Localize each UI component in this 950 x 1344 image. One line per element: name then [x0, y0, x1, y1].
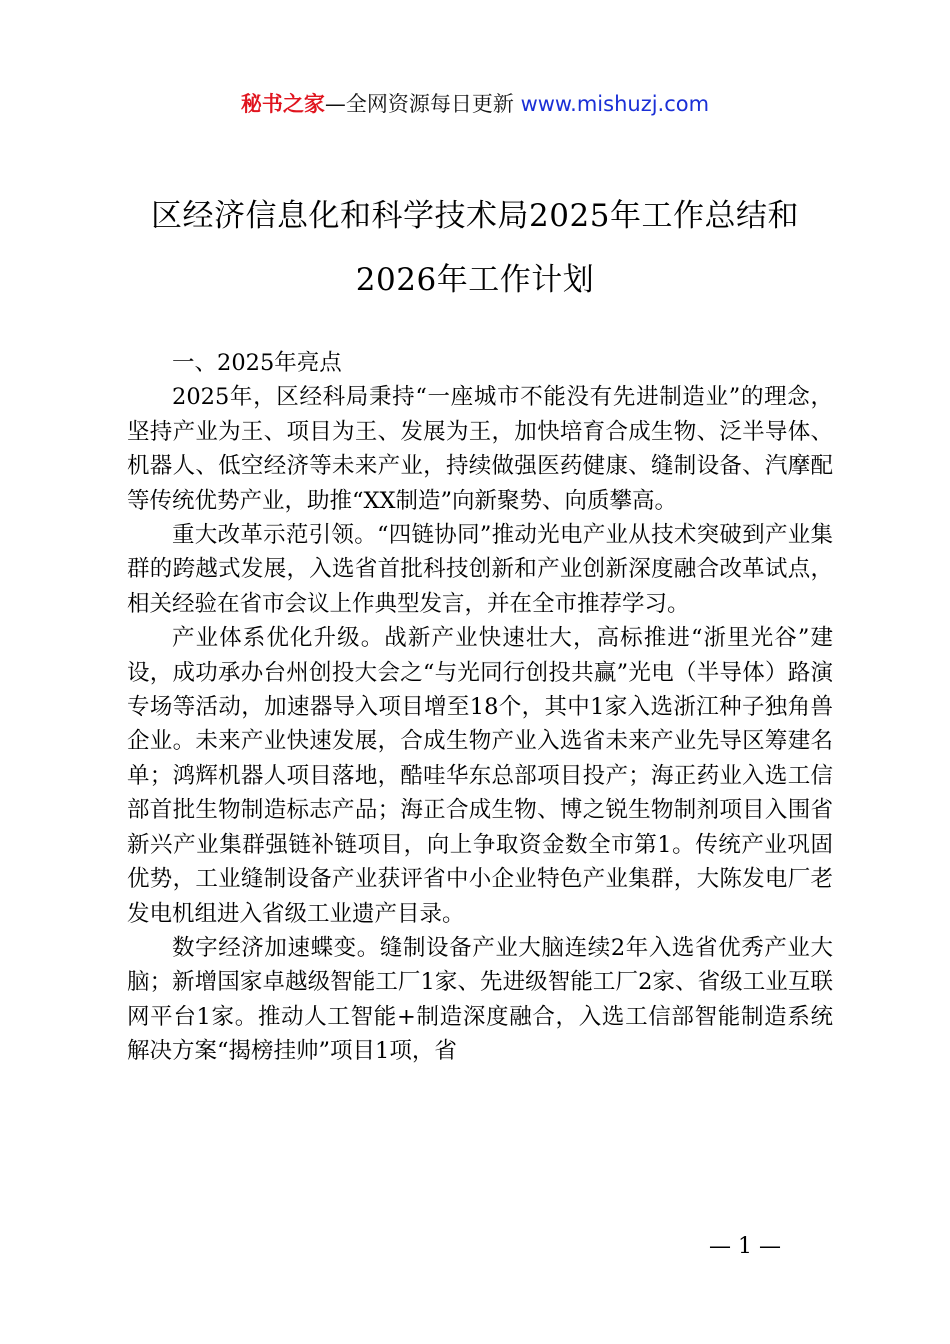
body-paragraph: 重大改革示范引领。“四链协同”推动光电产业从技术突破到产业集群的跨越式发展，入选省首批科技创新和产业创新深度融合改革试点，相关经验在省市会议上作典型发言，并在全市推荐学习。: [127, 522, 833, 617]
site-banner: [0, 88, 950, 120]
body-paragraph: 产业体系优化升级。战新产业快速壮大，高标推进“浙里光谷”建设，成功承办台州创投大会之“与光同行创投共赢”光电（半导体）路演专场等活动，加速器导入项目增至18个，其中1家入选浙江种子独角兽企业。未来产业快速发展，合成生物产业入选省未来产业先导区筹建名单；鸿辉机器人项目落地，酷哇华东总部项目投产；海正药业入选工信部首批生物制造标志产品；海正合成生物、博之锐生物制剂项目入围省新兴产业集群强链补链项目，向上争取资金数全市第1。传统产业巩固优势，工业缝制设备产业获评省中小企业特色产业集群，大陈发电厂老发电机组进入省级工业遗产目录。: [127, 625, 833, 927]
site-slogan: 全网资源每日更新: [345, 92, 521, 116]
site-brand: 秘书之家: [240, 92, 325, 116]
body-paragraph: 数字经济加速蝶变。缝制设备产业大脑连续2年入选省优秀产业大脑；新增国家卓越级智能工厂1家、先进级智能工厂2家、省级工业互联网平台1家。推动人工智能+制造深度融合，入选工信部智能制造系统解决方案“揭榜挂帅”项目1项，省: [127, 934, 833, 1065]
banner-dash: —: [324, 92, 346, 116]
document-body: [127, 346, 833, 1069]
section-heading: 一、2025年亮点: [172, 350, 342, 376]
site-url-link[interactable]: www.mishuzj.com: [520, 92, 710, 116]
document-title: 区经济信息化和科学技术局2025年工作总结和2026年工作计划: [151, 198, 799, 298]
page-number: — 1 —: [709, 1234, 781, 1259]
body-paragraph: 2025年，区经科局秉持“一座城市不能没有先进制造业”的理念，坚持产业为王、项目为王、发展为王，加快培育合成生物、泛半导体、机器人、低空经济等未来产业，持续做强医药健康、缝制设备、汽摩配等传统优势产业，助推“XX制造”向新聚势、向质攀高。: [127, 384, 833, 514]
